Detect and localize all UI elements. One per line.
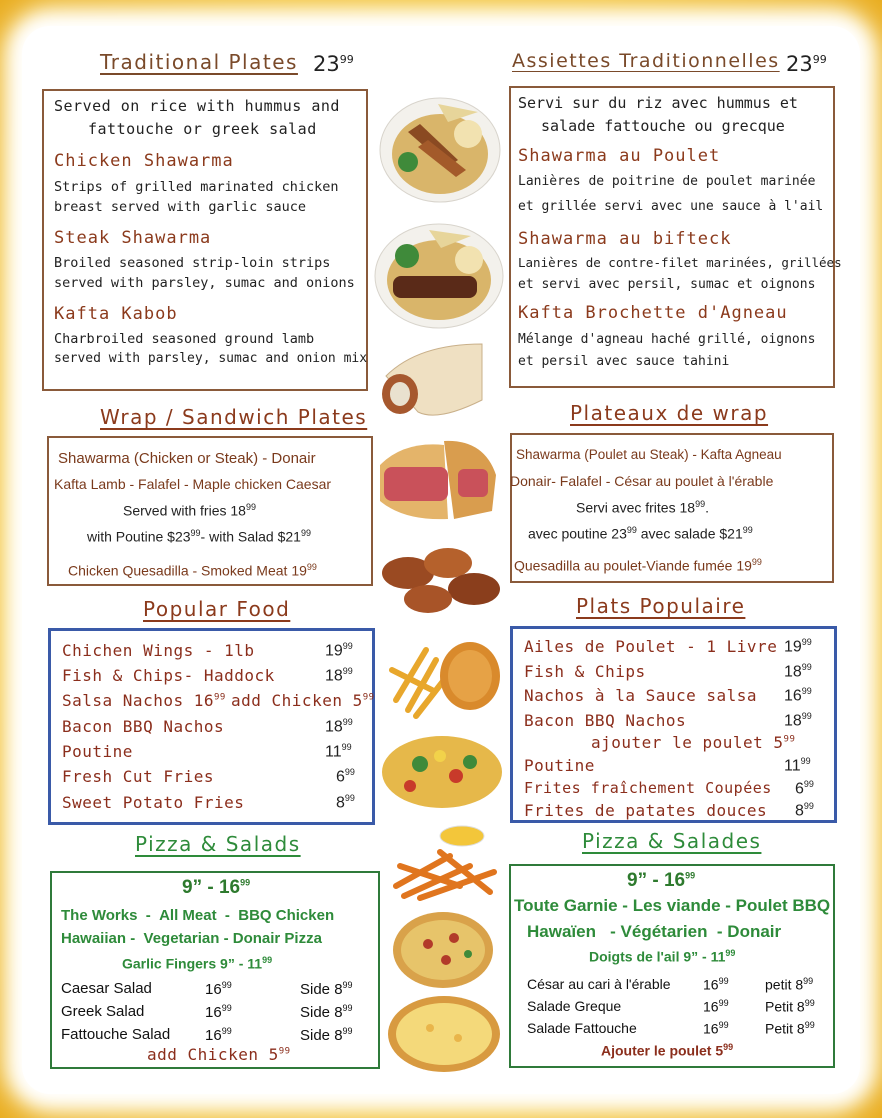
pizza-price: 9” - $16^{99}$: [182, 877, 251, 898]
plateaux-wrap-box: [510, 433, 834, 583]
populaire-item-name: Poutine: [524, 756, 595, 775]
populaire-item-name: Fish & Chips: [524, 662, 646, 681]
salade-prix: $16^{99}$: [703, 998, 729, 1015]
doigts-ail: Doigts de l'ail 9” - $11^{99}$: [589, 948, 736, 965]
sweet-potato-fries-image: [390, 822, 504, 902]
salad-name: Fattouche Salad: [61, 1026, 171, 1043]
steak-shawarma-desc-1: Broiled seasoned strip-loin strips: [54, 255, 331, 271]
wrap-image: [378, 340, 488, 424]
shawarma-poulet-desc-2: et grillée servi avec une sauce à l'ail: [518, 199, 824, 214]
popular-item-name: Bacon BBQ Nachos: [62, 717, 225, 736]
steak-shawarma-desc-2: served with parsley, sumac and onions: [54, 275, 355, 291]
plateaux-line-1: Shawarma (Poulet au Steak) - Kafta Agneau: [516, 447, 782, 462]
smoked-meat-sandwich-image: [374, 435, 500, 525]
plateaux-line-2: Donair- Falafel - César au poulet à l'érable: [510, 473, 774, 489]
popular-item-name: Fish & Chips- Haddock: [62, 666, 275, 685]
wrap-line-3: Served with fries $18^{99}$: [123, 502, 256, 519]
popular-item-name: Fresh Cut Fries: [62, 767, 214, 786]
populaire-item-name: Bacon BBQ Nachos: [524, 711, 687, 730]
pizza-line-1: The Works - All Meat - BBQ Chicken: [61, 907, 335, 924]
populaire-item-name: Nachos à la Sauce salsa: [524, 686, 758, 705]
wrap-line-4: with Poutine $\$23^{99}-$ with Salad $\$21^{99}$: [87, 528, 311, 545]
populaire-item-price: $6^{99}$: [795, 779, 814, 798]
chicken-shawarma-desc-2: breast served with garlic sauce: [54, 199, 306, 215]
populaire-add-chicken: ajouter le poulet $5^{99}$: [591, 733, 796, 752]
plateaux-line-3: Servi avec frites $18^{99}$.: [576, 499, 709, 516]
popular-item-price: $6^{99}$: [336, 767, 355, 786]
trad-intro-2: fattouche or greek salad: [88, 120, 317, 138]
pizza-ligne-1: Toute Garnie - Les viande - Poulet BBQ: [514, 896, 831, 915]
salade-prix: $16^{99}$: [703, 976, 729, 993]
trad-intro-1: Served on rice with hummus and: [54, 97, 340, 115]
salad-name: Caesar Salad: [61, 980, 152, 997]
populaire-item-price: $16^{99}$: [784, 686, 812, 705]
assiettes-intro-2: salade fattouche ou grecque: [541, 117, 785, 135]
pizza-salades-title: Pizza & Salades: [582, 829, 762, 853]
assiettes-title: Assiettes Traditionnelles: [512, 50, 780, 72]
wrap-plates-title: Wrap / Sandwich Plates: [100, 405, 368, 429]
kafta-kabob-desc-1: Charbroiled seasoned ground lamb: [54, 331, 315, 347]
pizza-ligne-2: Hawaïen - Végétarien - Donair: [527, 922, 782, 941]
populaire-item-price: $8^{99}$: [795, 801, 814, 820]
nachos-image: [380, 728, 504, 812]
pizza-line-2: Hawaiian - Vegetarian - Donair Pizza: [61, 930, 322, 947]
popular-add-chicken: add Chicken $5^{99}$: [231, 691, 375, 710]
fish-and-chips-image: [386, 630, 504, 720]
salad-price: $16^{99}$: [205, 980, 232, 998]
wrap-line-2: Kafta Lamb - Falafel - Maple chicken Caesar: [54, 476, 332, 492]
wrap-line-1: Shawarma (Chicken or Steak) - Donair: [58, 450, 316, 467]
chicken-shawarma-desc-1: Strips of grilled marinated chicken: [54, 179, 339, 195]
salade-petit: Petit $8^{99}$: [765, 1020, 815, 1037]
traditional-plates-box: [42, 89, 368, 391]
shawarma-poulet-name: Shawarma au Poulet: [518, 146, 721, 166]
kafta-brochette-desc-2: et persil avec sauce tahini: [518, 354, 730, 369]
salad-side: Side $8^{99}$: [300, 1003, 353, 1021]
shawarma-bifteck-name: Shawarma au bifteck: [518, 229, 732, 249]
salade-petit: Petit $8^{99}$: [765, 998, 815, 1015]
kafta-kabob-name: Kafta Kabob: [54, 304, 178, 324]
shawarma-bifteck-desc-2: et servi avec persil, sumac et oignons: [518, 277, 816, 292]
populaire-item-price: $19^{99}$: [784, 637, 812, 656]
salade-nom: Salade Fattouche: [527, 1020, 637, 1036]
shawarma-plate-image: [378, 92, 502, 204]
plats-populaire-title: Plats Populaire: [576, 594, 746, 618]
salade-nom: Salade Greque: [527, 998, 622, 1014]
popular-item-price: $18^{99}$: [325, 717, 353, 736]
shawarma-poulet-desc-1: Lanières de poitrine de poulet marinée: [518, 174, 816, 189]
popular-item-price: $18^{99}$: [325, 666, 353, 685]
cheese-pizza-image: [386, 994, 502, 1074]
wrap-plates-box: [47, 436, 373, 586]
salad-price: $16^{99}$: [205, 1003, 232, 1021]
salad-name: Greek Salad: [61, 1003, 145, 1020]
shawarma-bifteck-desc-1: Lanières de contre-filet marinées, grillées: [518, 255, 842, 270]
pizza-image: [390, 908, 496, 990]
salade-nom: César au cari à l'érable: [527, 976, 671, 992]
assiettes-box: [509, 86, 842, 388]
salad-side: Side $8^{99}$: [300, 980, 353, 998]
popular-item-name: Sweet Potato Fries: [62, 793, 245, 812]
populaire-item-price: $11^{99}$: [784, 756, 811, 775]
kafta-kabob-desc-2: served with parsley, sumac and onion mix: [54, 351, 368, 366]
popular-food-box: [48, 628, 375, 825]
plateaux-line-5: Quesadilla au poulet-Viande fumée $19^{99}$: [514, 557, 762, 574]
traditional-plates-title: Traditional Plates: [100, 50, 298, 74]
plateaux-wrap-title: Plateaux de wrap: [570, 401, 769, 425]
pizza-prix: 9” - $16^{99}$: [627, 870, 696, 891]
ajouter-poulet: Ajouter le poulet $5^{99}$: [601, 1042, 734, 1059]
popular-item-name: Chichen Wings - 1lb: [62, 641, 255, 660]
salad-price: $16^{99}$: [205, 1026, 232, 1044]
popular-food-title: Popular Food: [143, 597, 291, 621]
garlic-fingers: Garlic Fingers 9” - $11^{99}$: [122, 955, 273, 972]
populaire-item-price: $18^{99}$: [784, 662, 812, 681]
populaire-item-name: Ailes de Poulet - 1 Livre: [524, 637, 778, 656]
plats-populaire-box: [510, 626, 837, 823]
pizza-salads-box: [50, 871, 380, 1069]
steak-shawarma-name: Steak Shawarma: [54, 228, 212, 248]
kafta-brochette-name: Kafta Brochette d'Agneau: [518, 303, 788, 323]
popular-item-name: Poutine: [62, 742, 133, 761]
pizza-salads-title: Pizza & Salads: [135, 832, 301, 856]
steak-plate-image: [373, 220, 505, 330]
populaire-item-name: Frites fraîchement Coupées: [524, 779, 772, 797]
popular-item-price: $11^{99}$: [325, 742, 352, 761]
plateaux-line-4: avec poutine $23^{99}$ avec salade $\$21^{99}$: [528, 525, 753, 542]
salad-side: Side $8^{99}$: [300, 1026, 353, 1044]
popular-item-name: Salsa Nachos $16^{99}$: [62, 691, 226, 710]
kafta-brochette-desc-1: Mélange d'agneau haché grillé, oignons: [518, 332, 816, 347]
chicken-wings-image: [378, 533, 504, 623]
populaire-item-name: Frites de patates douces: [524, 801, 768, 820]
popular-item-price: $19^{99}$: [325, 641, 353, 660]
assiettes-price: $23^{99}$: [786, 52, 827, 76]
pizza-salades-box: [509, 864, 835, 1068]
popular-item-price: $8^{99}$: [336, 793, 355, 812]
traditional-plates-price: $23^{99}$: [313, 52, 354, 76]
wrap-line-5: Chicken Quesadilla - Smoked Meat $19^{99}$: [68, 562, 317, 579]
salade-petit: petit $8^{99}$: [765, 976, 814, 993]
chicken-shawarma-name: Chicken Shawarma: [54, 151, 234, 171]
populaire-item-price: $18^{99}$: [784, 711, 812, 730]
assiettes-intro-1: Servi sur du riz avec hummus et: [518, 94, 798, 112]
salade-prix: $16^{99}$: [703, 1020, 729, 1037]
pizza-add-chicken: add Chicken $5^{99}$: [147, 1045, 291, 1064]
